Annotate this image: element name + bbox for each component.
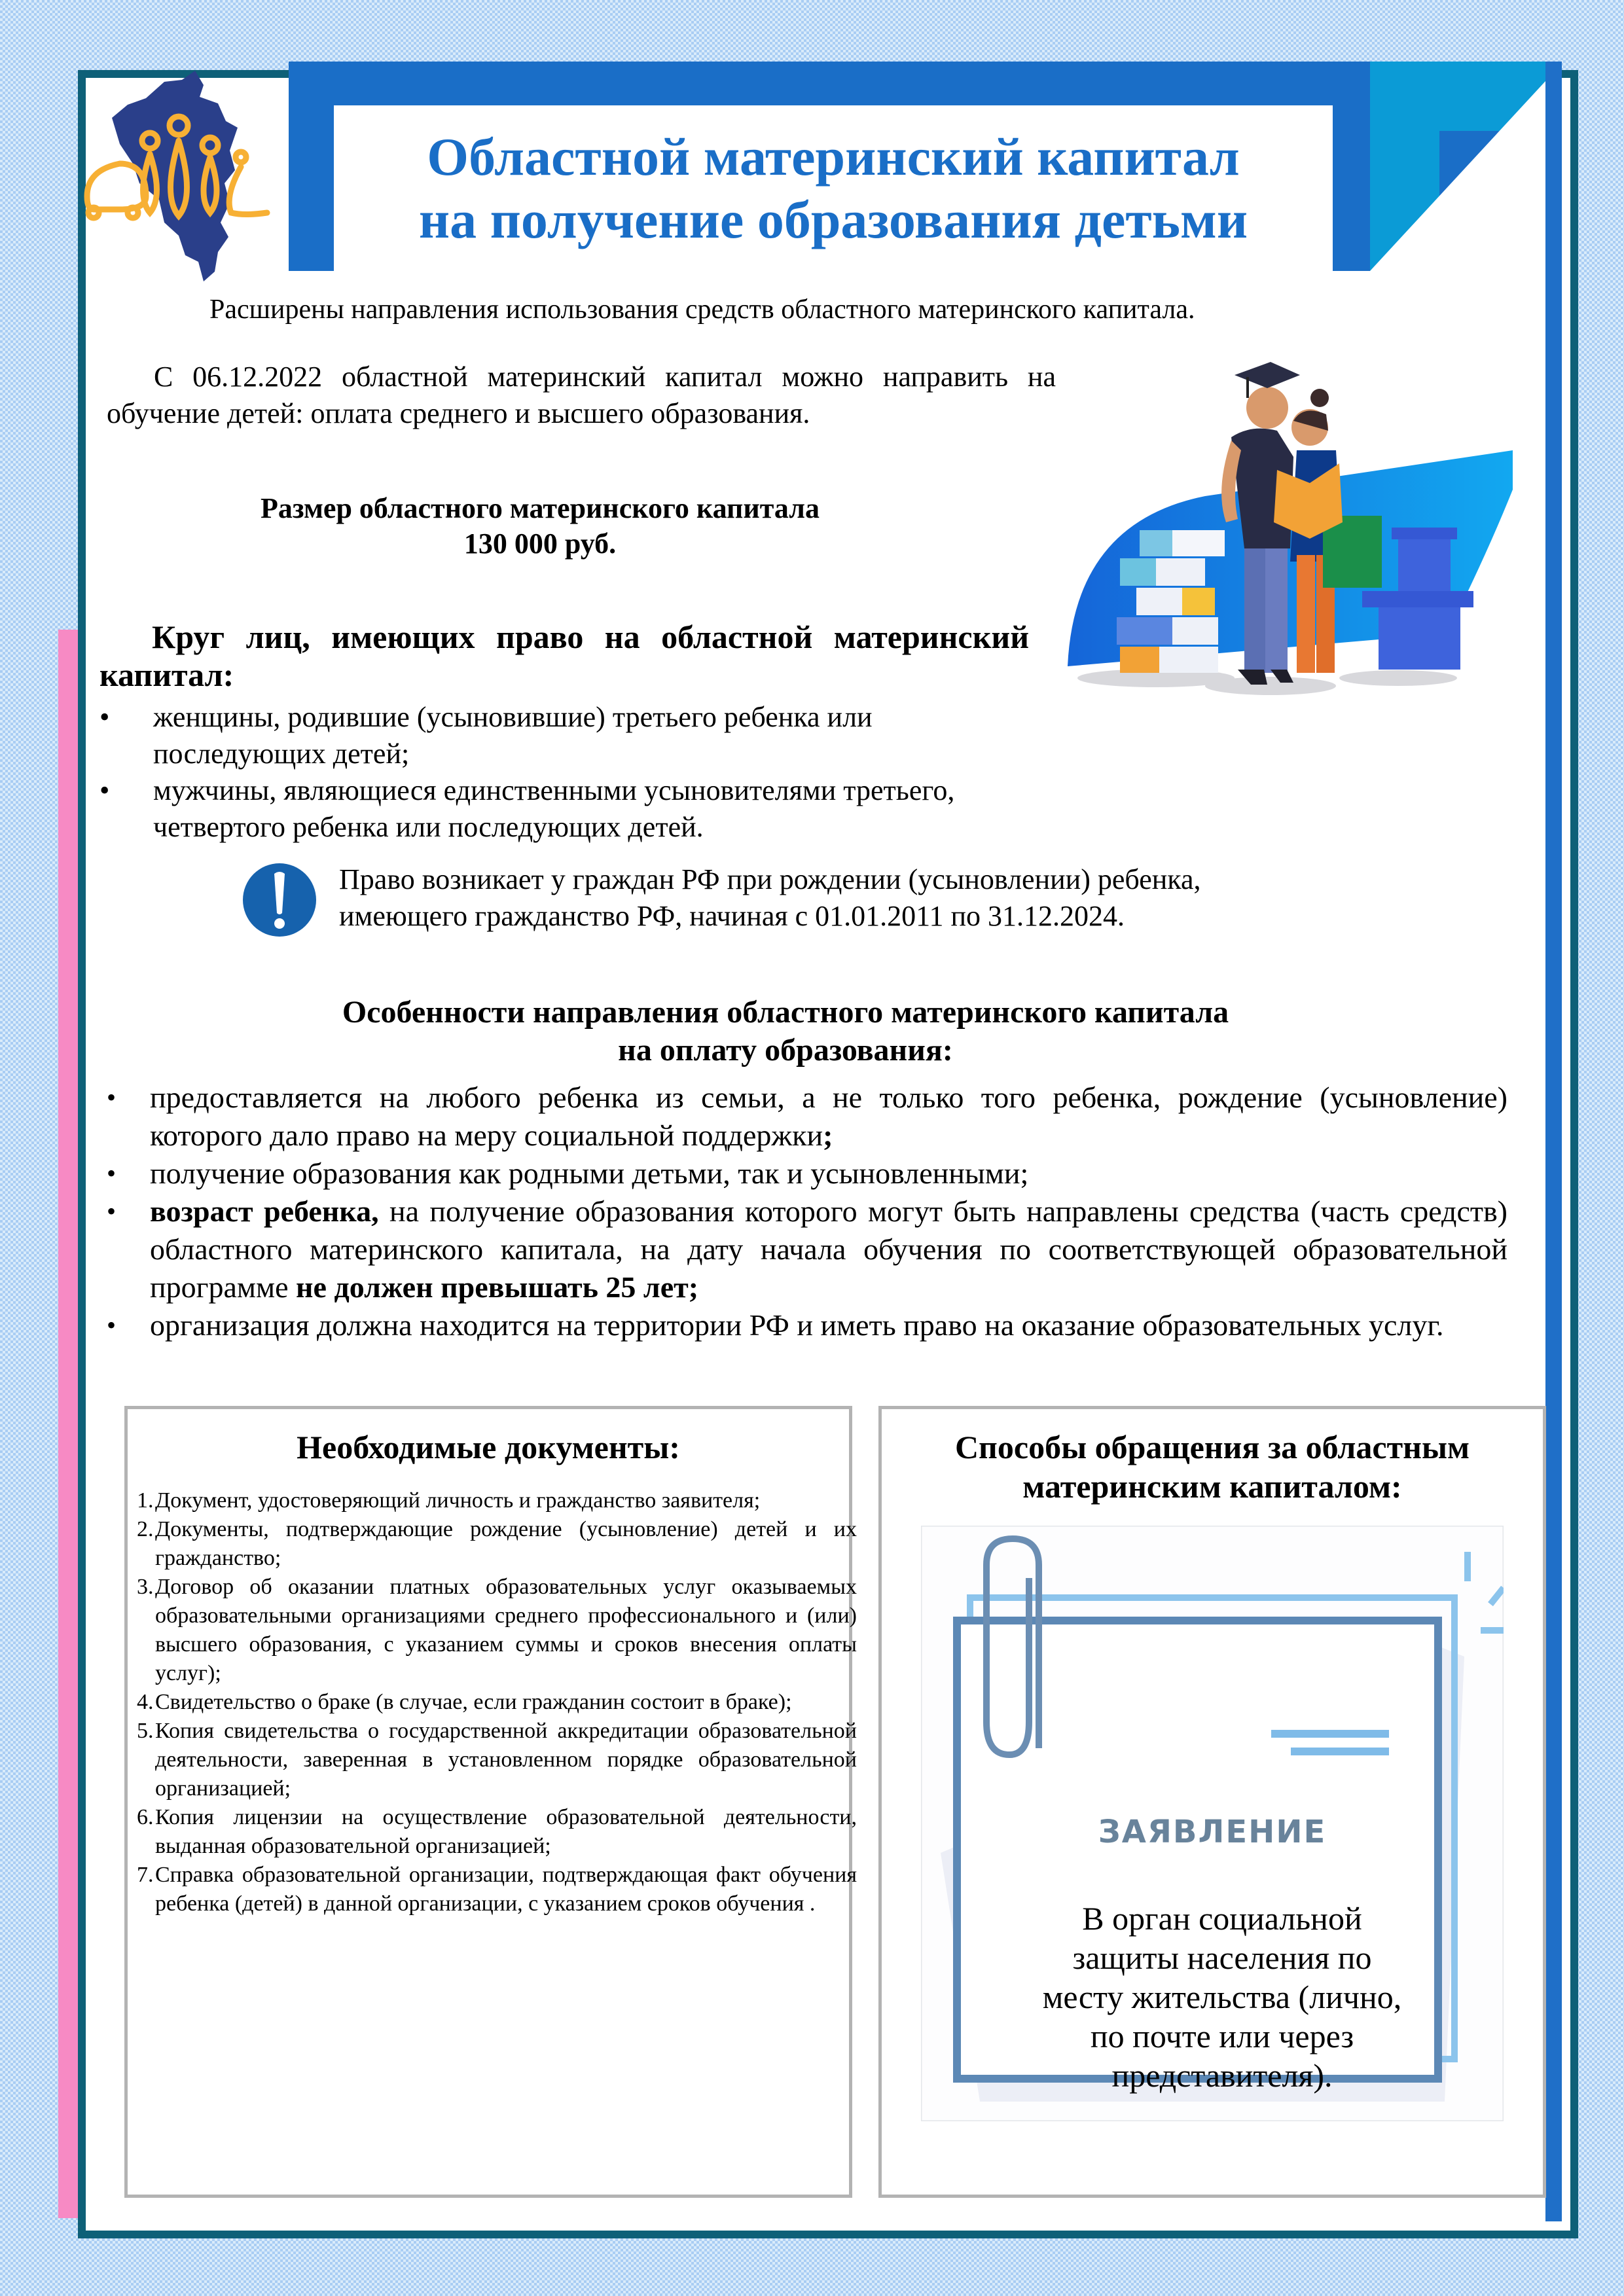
bullet: • [107,1158,117,1188]
list-item-text: получение образования как родными детьми, так и усыновленными; [150,1157,1029,1190]
intro-paragraph [107,359,1056,432]
document-text: Договор об оказании платных образовательных услуг оказываемых образовательными организациями среднего профессионального и (или) высшего образования, с указанием суммы и сроков внесения оплаты услуг); [155,1575,857,1685]
intro-paragraph-text: С 06.12.2022 областной материнский капитал можно направить на обучение детей: оплата среднего и высшего образования. [107,361,1056,429]
document-number: 5. [137,1719,154,1743]
list-item-text: организация должна находится на территории РФ и иметь право на оказание образовательных услуг. [150,1308,1444,1342]
document-item [137,1486,857,1515]
methods-title: Способы обращения за областным материнским капиталом: [954,1429,1470,1505]
list-item-text: мужчины, являющиеся единственными усыновителями третьего, четвертого ребенка или последующих детей. [153,774,955,843]
page-title-line-1: Областной материнский капитал [427,126,1240,187]
notice-line-2: имеющего гражданство РФ, начиная с 01.01.2011 по 31.12.2024. [339,900,1125,932]
document-number: 6. [137,1805,154,1829]
document-text: Копия лицензии на осуществление образовательной деятельности, выданная образовательной организацией; [155,1805,857,1858]
bullet: • [107,1196,117,1226]
list-item-text: женщины, родившие (усыновившие) третьего ребенка или последующих детей; [153,701,873,770]
document-number: 3. [137,1575,154,1599]
list-item [107,1306,1507,1344]
document-item [137,1573,857,1688]
features-list [107,1079,1507,1344]
document-text: Документы, подтверждающие рождение (усыновление) детей и их гражданство; [155,1517,857,1570]
document-number: 4. [137,1690,154,1714]
bullet: • [99,701,110,733]
document-item [137,1861,857,1918]
document-text: Справка образовательной организации, подтверждающая факт обучения ребенка (детей) в данной организации, с указанием сроков обучения . [155,1863,857,1916]
capital-size-label: Размер областного материнского капитала [261,492,820,524]
document-number: 2. [137,1517,154,1541]
title-box [334,105,1333,271]
documents-list [137,1486,857,1918]
document-item [137,1515,857,1573]
students-illustration [1055,359,1513,703]
intro-line: Расширены направления использования средств областного материнского капитала. [209,295,1195,325]
eligibility-heading-text: Круг лиц, имеющих право на областной материнский капитал: [99,619,1029,693]
bullet: • [107,1083,117,1112]
bold-suffix: не должен превышать 25 лет; [296,1270,699,1304]
methods-text: В орган социальной защиты населения по месту жительства (лично, по почте или через представителя). [1042,1900,1402,2094]
bold-prefix: возраст ребенка, [150,1194,379,1228]
list-item [107,1155,1507,1193]
list-item [107,1193,1507,1306]
document-text: Копия свидетельства о государственной аккредитации образовательной деятельности, заверенная в установленном порядке образовательной организацией; [155,1719,857,1801]
features-heading [131,994,1440,1069]
features-heading-line-2: на оплату образования: [618,1033,953,1067]
application-document-illustration [921,1526,1504,2121]
right-blue-stripe [1545,62,1562,2221]
list-item-text: на получение образования которого могут быть направлены средства (часть средств) областного материнского капитала, на дату начала обучения по соответствующей образовательной программе [150,1194,1507,1304]
document-text: Документ, удостоверяющий личность и гражданство заявителя; [155,1488,761,1513]
notice-text [339,861,1452,935]
list-item-text: предоставляется на любого ребенка из семьи, а не только того ребенка, рождение (усыновление) которого дало право на меру социальной поддержки [150,1081,1507,1152]
document-item [137,1688,857,1717]
list-item [99,699,1016,772]
exclamation-circle-icon [242,862,317,938]
document-number: 1. [137,1488,154,1513]
notice-line-1: Право возникает у граждан РФ при рождении (усыновлении) ребенка, [339,863,1201,895]
list-item [99,772,1016,846]
pink-side-stripe [58,630,78,2218]
application-label: ЗАЯВЛЕНИЕ [1098,1814,1327,1850]
bullet: • [99,774,110,806]
capital-size [131,491,949,562]
list-item [107,1079,1507,1155]
document-item [137,1717,857,1803]
features-heading-line-1: Особенности направления областного материнского капитала [342,995,1229,1030]
capital-size-value: 130 000 руб. [463,528,617,560]
document-number: 7. [137,1863,154,1887]
eligibility-heading [99,618,1029,694]
header-folded-corner [1370,62,1545,271]
document-text: Свидетельство о браке (в случае, если гражданин состоит в браке); [155,1690,792,1714]
eligibility-list [99,699,1016,846]
page-title-line-2: на получение образования детьми [418,189,1248,249]
documents-panel [124,1406,857,2198]
bullet: • [107,1310,117,1340]
region-family-logo-icon [81,65,277,281]
methods-panel [878,1406,1546,2198]
document-item [137,1803,857,1861]
bold-suffix: ; [823,1119,833,1152]
documents-title: Необходимые документы: [297,1429,680,1465]
